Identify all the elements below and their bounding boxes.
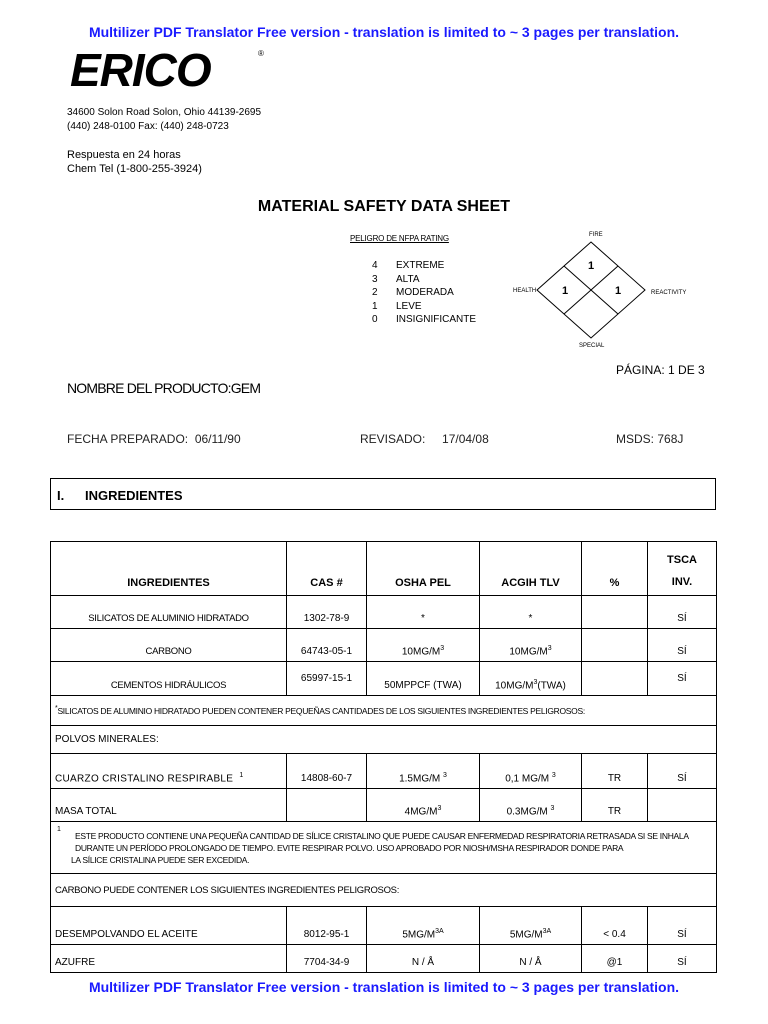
diamond-health-label: HEALTH bbox=[513, 288, 537, 294]
header-cas: CAS # bbox=[287, 542, 367, 596]
product-name bbox=[67, 380, 260, 396]
document-title: MATERIAL SAFETY DATA SHEET bbox=[257, 198, 511, 215]
table-row: CEMENTOS HIDRÁULICOS 65997-15-1 50MPPCF (TWA) $10MG/M^3(TWA)$ SÍ bbox=[51, 662, 717, 696]
header-acgih: ACGIH TLV bbox=[480, 542, 582, 596]
logo-registered-mark: ® bbox=[258, 49, 264, 58]
section-header bbox=[50, 478, 716, 510]
table-row: CUARZO CRISTALINO RESPIRABLE $^1$ 14808-60-7 1.5MG/M $^3$ 0,1 MG/M $^3$ TR SÍ bbox=[51, 754, 717, 789]
nfpa-legend bbox=[372, 259, 476, 327]
translator-banner-top: Multilizer PDF Translator Free version - translation is limited to ~ 3 pages per translation. bbox=[88, 24, 680, 40]
chemtel-number: Chem Tel (1-800-255-3924) bbox=[67, 163, 202, 175]
company-phone: (440) 248-0100 Fax: (440) 248-0723 bbox=[67, 121, 229, 132]
response-time: Respuesta en 24 horas bbox=[67, 149, 181, 161]
product-label: NOMBRE DEL PRODUCTO: bbox=[67, 380, 231, 396]
translator-banner-bottom: Multilizer PDF Translator Free version - translation is limited to ~ 3 pages per translation. bbox=[88, 979, 680, 995]
table-row: SILICATOS DE ALUMINIO HIDRATADO 1302-78-9 * * SÍ bbox=[51, 596, 717, 629]
table-row: AZUFRE 7704-34-9 N / Å N / Å @1 SÍ bbox=[51, 945, 717, 973]
page-number: PÁGINA: 1 DE 3 bbox=[616, 363, 705, 377]
header-tsca: TSCA INV. bbox=[648, 542, 717, 596]
erico-logo bbox=[70, 46, 270, 97]
header-ingredientes: INGREDIENTES bbox=[51, 542, 287, 596]
company-info bbox=[67, 106, 261, 134]
table-subheading-row: CARBONO PUEDE CONTENER LOS SIGUIENTES INGREDIENTES PELIGROSOS: bbox=[51, 874, 717, 907]
diamond-reactivity-label: REACTIVITY bbox=[651, 290, 687, 296]
diamond-fire-value: 1 bbox=[588, 260, 595, 272]
nfpa-level: 1 LEVE bbox=[372, 300, 422, 312]
header-pct: % bbox=[582, 542, 648, 596]
revised-date: REVISADO: 17/04/08 bbox=[360, 432, 489, 446]
table-subheading-row: POLVOS MINERALES: bbox=[51, 726, 717, 754]
emergency-info bbox=[67, 148, 202, 176]
nfpa-level: 0 INSIGNIFICANTE bbox=[372, 314, 477, 325]
diamond-fire-label: FIRE bbox=[589, 232, 603, 238]
diamond-reactivity-value: 1 bbox=[615, 285, 622, 297]
section-number: I. bbox=[57, 488, 65, 503]
table-footnote-row: 1 ESTE PRODUCTO CONTIENE UNA PEQUEÑA CANTIDAD DE SÍLICE CRISTALINO QUE PUEDE CAUSAR ENFERMEDAD RESPIRATORIA RETRASADA SI SE INHALA DURANTE UN PERÍODO PROLONGADO DE TIEMPO. EVITE RESPIRAR POLVO. USO APROBADO POR NIOSH/MSHA RESPIRADOR DONDE PARA LA SÍLICE CRISTALINA PUEDE SER EXCEDIDA. bbox=[51, 822, 717, 874]
table-row: MASA TOTAL $4MG/M^3$ 0.3MG/M $^3$ TR bbox=[51, 789, 717, 822]
table-note-row: *SILICATOS DE ALUMINIO HIDRATADO PUEDEN CONTENER PEQUEÑAS CANTIDADES DE LOS SIGUIENTES INGREDIENTES PELIGROSOS: bbox=[51, 696, 717, 726]
table-row: CARBONO 64743-05-1 $10MG/M^3$ $10MG/M^3$ SÍ bbox=[51, 629, 717, 662]
msds-number: MSDS: 768J bbox=[616, 432, 684, 446]
nfpa-diamond bbox=[505, 228, 705, 357]
nfpa-legend-title: PELIGRO DE NFPA RATING bbox=[350, 234, 449, 243]
nfpa-level: 3 ALTA bbox=[372, 273, 420, 285]
prepared-date: FECHA PREPARADO: 06/11/90 bbox=[67, 432, 241, 446]
nfpa-level: 2 MODERADA bbox=[372, 287, 454, 298]
header-osha: OSHA PEL bbox=[367, 542, 480, 596]
company-address: 34600 Solon Road Solon, Ohio 44139-2695 bbox=[67, 107, 262, 118]
product-value: GEM bbox=[230, 380, 261, 396]
logo-text: ERICO bbox=[70, 46, 211, 92]
table-header-row bbox=[51, 542, 717, 596]
table-row: DESEMPOLVANDO EL ACEITE 8012-95-1 $5MG/M^{3A}$ $5MG/M^{3A}$ < 0.4 SÍ bbox=[51, 907, 717, 945]
nfpa-level: 4 EXTREME bbox=[372, 260, 445, 271]
diamond-health-value: 1 bbox=[562, 285, 569, 297]
ingredients-table bbox=[50, 541, 717, 973]
section-title: INGREDIENTES bbox=[85, 488, 183, 503]
diamond-special-label: SPECIAL bbox=[579, 343, 605, 349]
